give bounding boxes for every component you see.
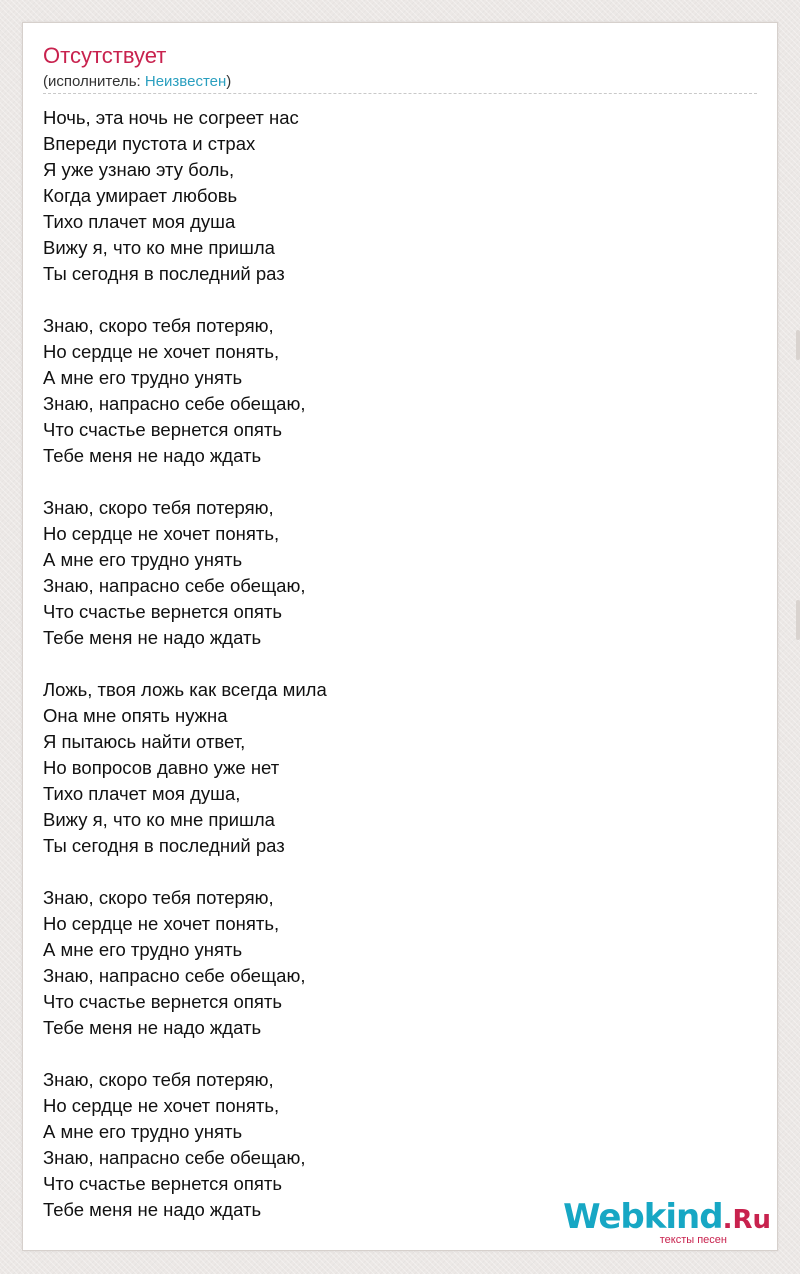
lyrics-stanza — [43, 313, 327, 469]
lyrics-line: А мне его трудно унять — [43, 549, 243, 570]
logo-name: Webkind — [563, 1197, 723, 1237]
lyrics-line: Вижу я, что ко мне пришла — [43, 809, 275, 830]
lyrics-line: Я уже узнаю эту боль, — [43, 159, 235, 180]
lyrics-card — [22, 22, 778, 1251]
lyrics-line: Что счастье вернется опять — [43, 1173, 282, 1194]
song-title: Отсутствует — [43, 43, 167, 68]
lyrics-line: Но сердце не хочет понять, — [43, 523, 280, 544]
lyrics-stanza — [43, 885, 327, 1041]
artist-link[interactable]: Неизвестен — [144, 73, 227, 90]
lyrics-line: Знаю, напрасно себе обещаю, — [43, 1147, 306, 1168]
lyrics-line: Впереди пустота и страх — [43, 133, 256, 154]
artist-suffix: ) — [226, 73, 232, 90]
lyrics-line: Знаю, скоро тебя потеряю, — [43, 887, 274, 908]
lyrics-line: Ты сегодня в последний раз — [43, 835, 285, 856]
lyrics-line: Знаю, напрасно себе обещаю, — [43, 575, 306, 596]
lyrics-line: Знаю, напрасно себе обещаю, — [43, 393, 306, 414]
lyrics-line: Ложь, твоя ложь как всегда мила — [43, 679, 327, 700]
lyrics-stanza — [43, 105, 327, 287]
lyrics-line: Тебе меня не надо ждать — [43, 445, 262, 466]
lyrics-text — [43, 105, 327, 1223]
lyrics-line: Тихо плачет моя душа, — [43, 783, 241, 804]
lyrics-line: Знаю, скоро тебя потеряю, — [43, 315, 274, 336]
lyrics-line: Но сердце не хочет понять, — [43, 341, 280, 362]
lyrics-line: Что счастье вернется опять — [43, 991, 282, 1012]
logo-wordmark — [563, 1198, 771, 1239]
lyrics-line: Знаю, скоро тебя потеряю, — [43, 1069, 274, 1090]
lyrics-line: Но сердце не хочет понять, — [43, 913, 280, 934]
lyrics-line: А мне его трудно унять — [43, 939, 243, 960]
lyrics-line: Что счастье вернется опять — [43, 601, 282, 622]
lyrics-line: Тебе меня не надо ждать — [43, 1017, 262, 1038]
lyrics-line: Ночь, эта ночь не согреет нас — [43, 107, 299, 128]
lyrics-line: Что счастье вернется опять — [43, 419, 282, 440]
lyrics-line: Тебе меня не надо ждать — [43, 627, 262, 648]
logo-tld: .Ru — [722, 1205, 771, 1235]
lyrics-line: Вижу я, что ко мне пришла — [43, 237, 275, 258]
lyrics-line: Она мне опять нужна — [43, 705, 228, 726]
edge-mark — [796, 330, 800, 360]
lyrics-stanza — [43, 495, 327, 651]
lyrics-line: Знаю, скоро тебя потеряю, — [43, 497, 274, 518]
lyrics-line: Знаю, напрасно себе обещаю, — [43, 965, 306, 986]
lyrics-line: Тебе меня не надо ждать — [43, 1199, 262, 1220]
artist-prefix: (исполнитель: — [43, 73, 145, 90]
lyrics-line: Ты сегодня в последний раз — [43, 263, 285, 284]
lyrics-line: А мне его трудно унять — [43, 367, 243, 388]
lyrics-stanza — [43, 677, 327, 859]
artist-line — [43, 73, 231, 91]
lyrics-line: Но вопросов давно уже нет — [43, 757, 280, 778]
lyrics-line: Когда умирает любовь — [43, 185, 238, 206]
dashed-divider — [43, 93, 757, 94]
site-logo[interactable] — [563, 1197, 771, 1246]
lyrics-line: Тихо плачет моя душа — [43, 211, 236, 232]
lyrics-line: А мне его трудно унять — [43, 1121, 243, 1142]
logo-tagline: тексты песен — [659, 1234, 727, 1246]
edge-mark — [796, 600, 800, 640]
lyrics-line: Я пытаюсь найти ответ, — [43, 731, 246, 752]
lyrics-stanza — [43, 1067, 327, 1223]
lyrics-line: Но сердце не хочет понять, — [43, 1095, 280, 1116]
